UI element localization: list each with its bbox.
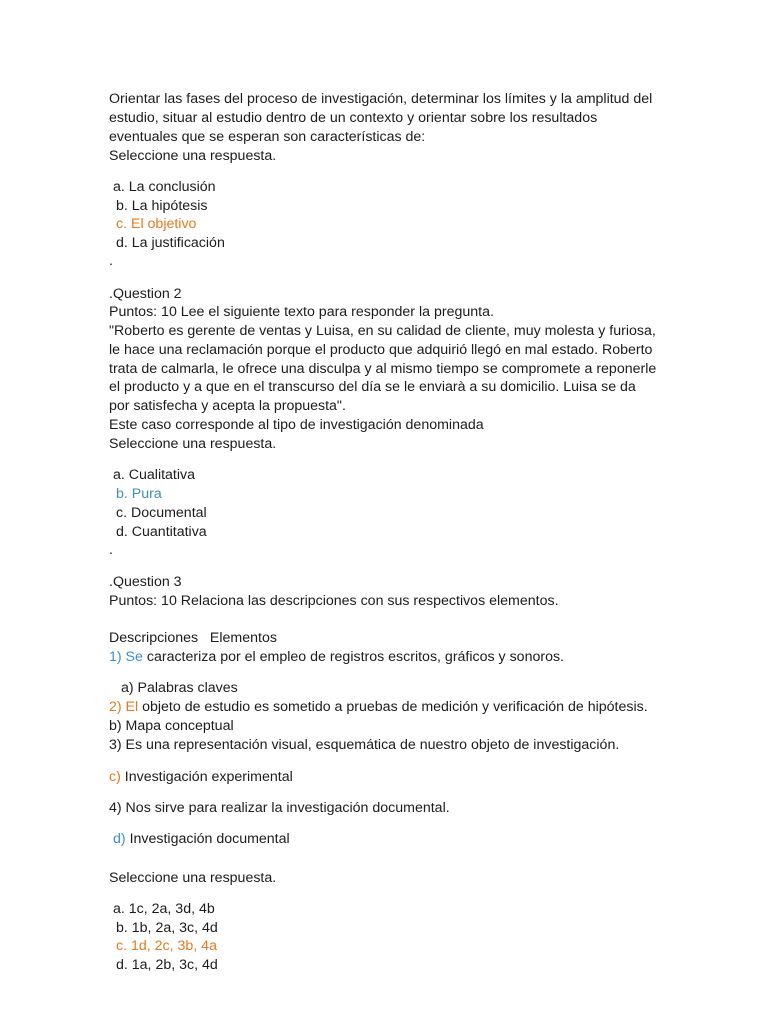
q3-item-2-text: objeto de estudio es sometido a pruebas de medición y verificación de hipótesis. bbox=[138, 699, 648, 715]
q1-option-d: d. La justificación bbox=[116, 235, 225, 251]
q3-option-a: a. 1c, 2a, 3d, 4b bbox=[113, 901, 215, 917]
q2-heading: .Question 2 bbox=[109, 286, 182, 302]
q2-line-7: Este caso corresponde al tipo de investigación denominada bbox=[109, 417, 484, 433]
q2-line-3: le hace una reclamación porque el producto que adquirió llegó en mal estado. Roberto bbox=[109, 342, 653, 358]
q3-item-1 bbox=[109, 648, 564, 666]
q2-line-6: por satisfecha y acepta la propuesta". bbox=[109, 398, 346, 414]
q1-line-2: estudio, situar al estudio dentro de un contexto y orientar sobre los resultados bbox=[109, 110, 598, 126]
q1-option-b: b. La hipótesis bbox=[116, 198, 208, 214]
q3-element-c-prefix: c) bbox=[109, 769, 121, 785]
q3-heading: .Question 3 bbox=[109, 574, 182, 590]
q3-item-1-text: caracteriza por el empleo de registros escritos, gráficos y sonoros. bbox=[142, 649, 564, 665]
q3-item-3: 3) Es una representación visual, esquemática de nuestro objeto de investigación. bbox=[109, 737, 620, 753]
q3-element-c-text: Investigación experimental bbox=[120, 769, 293, 785]
q2-line-1: Puntos: 10 Lee el siguiente texto para responder la pregunta. bbox=[109, 304, 494, 320]
q3-option-d: d. 1a, 2b, 3c, 4d bbox=[116, 957, 218, 973]
q3-item-1-prefix: 1) Se bbox=[109, 649, 143, 665]
q2-separator-dot: . bbox=[109, 542, 113, 558]
q3-element-d bbox=[113, 830, 290, 848]
q3-item-4: 4) Nos sirve para realizar la investigación documental. bbox=[109, 800, 450, 816]
q3-item-2 bbox=[109, 698, 648, 716]
q3-element-c bbox=[109, 768, 293, 786]
q3-element-a: a) Palabras claves bbox=[121, 680, 238, 696]
q3-option-b: b. 1b, 2a, 3c, 4d bbox=[116, 920, 218, 936]
q2-option-a: a. Cualitativa bbox=[113, 467, 196, 483]
q1-select-prompt: Seleccione una respuesta. bbox=[109, 148, 277, 164]
q1-line-1: Orientar las fases del proceso de investigación, determinar los límites y la amplitud del bbox=[109, 91, 653, 107]
q2-select-prompt: Seleccione una respuesta. bbox=[109, 436, 277, 452]
q1-option-a: a. La conclusión bbox=[113, 179, 216, 195]
q2-line-2: "Roberto es gerente de ventas y Luisa, en su calidad de cliente, muy molesta y furiosa, bbox=[109, 323, 656, 339]
q2-line-5: el producto y a que en el transcurso del día se le enviarà a su domicilio. Luisa se da bbox=[109, 379, 636, 395]
q3-select-prompt: Seleccione una respuesta. bbox=[109, 870, 277, 886]
q1-option-c: c. El objetivo bbox=[116, 216, 197, 232]
q2-option-b: b. Pura bbox=[116, 486, 162, 502]
q2-option-d: d. Cuantitativa bbox=[116, 524, 207, 540]
q1-separator-dot: . bbox=[109, 253, 113, 269]
q2-line-4: trata de calmarla, le ofrece una disculpa y al mismo tiempo se compromete a reponerle bbox=[109, 361, 657, 377]
q3-element-d-text: Investigación documental bbox=[125, 831, 290, 847]
q3-element-d-prefix: d) bbox=[113, 831, 126, 847]
q3-item-2-prefix: 2) El bbox=[109, 699, 139, 715]
q3-option-c: c. 1d, 2c, 3b, 4a bbox=[116, 938, 217, 954]
q3-element-b: b) Mapa conceptual bbox=[109, 718, 234, 734]
q2-option-c: c. Documental bbox=[116, 505, 207, 521]
q3-columns: Descripciones Elementos bbox=[109, 630, 277, 646]
q3-points: Puntos: 10 Relaciona las descripciones con sus respectivos elementos. bbox=[109, 593, 559, 609]
q1-line-3: eventuales que se esperan son características de: bbox=[109, 129, 426, 145]
